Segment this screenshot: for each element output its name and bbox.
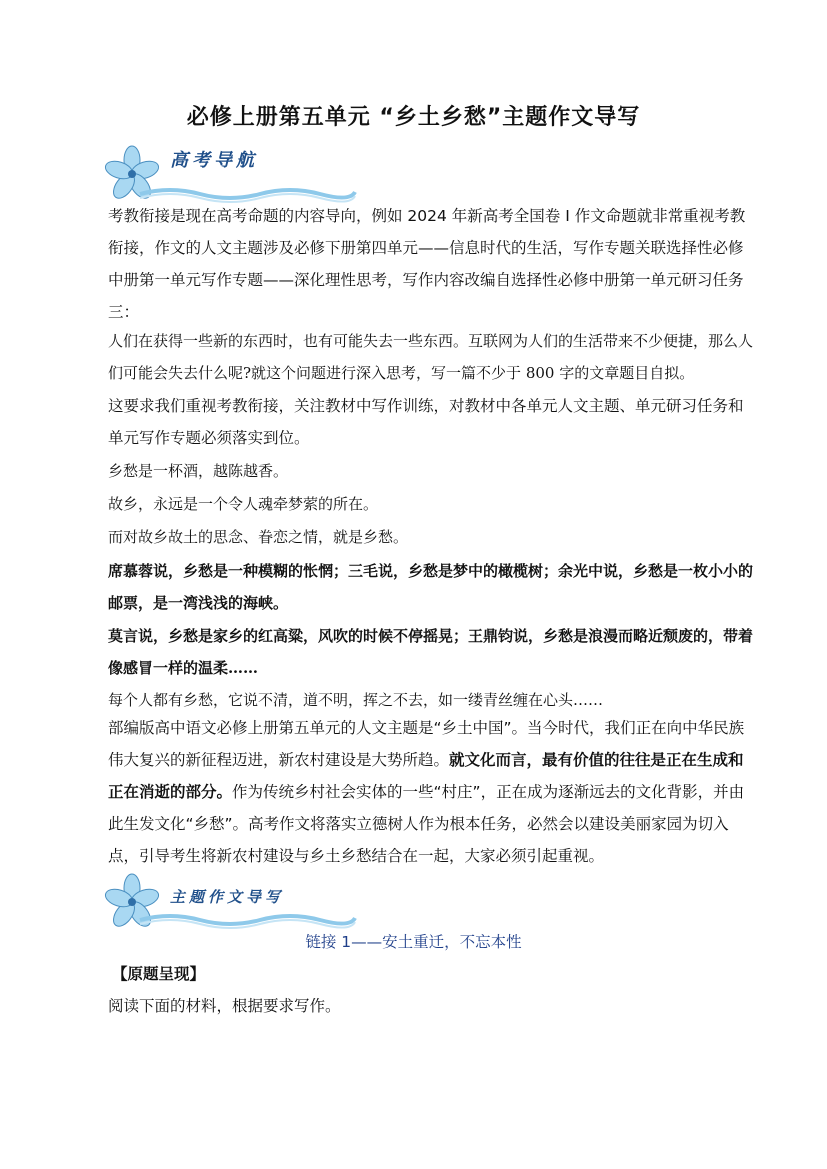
theme-paragraph <box>108 712 753 872</box>
line-3: 而对故乡故土的思念、眷恋之情，就是乡愁。 <box>108 528 409 546</box>
line-1: 乡愁是一杯酒，越陈越香。 <box>108 462 289 480</box>
requirement-paragraph: 这要求我们重视考教衔接，关注教材中写作训练，对教材中各单元人文主题、单元研习任务和单元写作专题必须落实到位。 <box>108 397 744 447</box>
instruction: 阅读下面的材料，根据要求写作。 <box>108 997 341 1015</box>
section-banner-gaokao <box>100 142 360 204</box>
theme-part-a: 部编版高中语文必修上册第五单元的人文主题是“乡土中国”。当今时代，我们正在向中华民族伟大复兴的新征程迈进，新农村建设是大势所趋。 <box>108 719 745 769</box>
line-last: 每个人都有乡愁，它说不清，道不明，挥之不去，如一缕青丝缠在心头…… <box>108 691 604 709</box>
intro-paragraph: 考教衔接是现在高考命题的内容导向，例如 2024 年新高考全国卷 I 作文命题就非常重视考教衔接，作文的人文主题涉及必修下册第四单元——信息时代的生活，写作专题关联选择性必修中册第一单元写作专题——深化理性思考，写作内容改编自选择性必修中册第一单元研习任务三： <box>108 207 746 321</box>
quote-paragraph: 人们在获得一些新的东西时，也有可能失去一些东西。互联网为人们的生活带来不少便捷，那么人们可能会失去什么呢?就这个问题进行深入思考，写一篇不少于 800 字的文章题目自拟。 <box>108 332 754 382</box>
line-2: 故乡，永远是一个令人魂牵梦萦的所在。 <box>108 495 379 513</box>
origin-heading: 【原题呈现】 <box>112 965 206 983</box>
section-heading: 高考导航 <box>170 150 258 171</box>
link-title: 链接 1——安土重迁，不忘本性 <box>305 933 522 951</box>
bold-quote-1: 席慕蓉说，乡愁是一种模糊的怅惘；三毛说，乡愁是梦中的橄榄树；余光中说，乡愁是一枚小小的邮票，是一湾浅浅的海峡。 <box>108 562 754 612</box>
section-banner-daoxie <box>100 872 360 934</box>
bold-quote-2: 莫言说，乡愁是家乡的红高粱，风吹的时候不停摇晃；王鼎钧说，乡愁是浪漫而略近颓废的，带着像感冒一样的温柔…… <box>108 627 754 677</box>
page-title: 必修上册第五单元 “乡土乡愁”主题作文导写 <box>186 105 641 130</box>
section-heading: 主题作文导写 <box>170 888 285 906</box>
theme-part-b: 就文化而言，最有价值的往往是正在生成和正在消逝的部分。 <box>108 751 744 801</box>
theme-part-c: 作为传统乡村社会实体的一些“村庄”，正在成为逐渐远去的文化背影，并由此生发文化“乡愁”。高考作文将落实立德树人作为根本任务，必然会以建设美丽家园为切入点，引导考生将新农村建设与乡土乡愁结合在一起，大家必须引起重视。 <box>108 783 745 865</box>
